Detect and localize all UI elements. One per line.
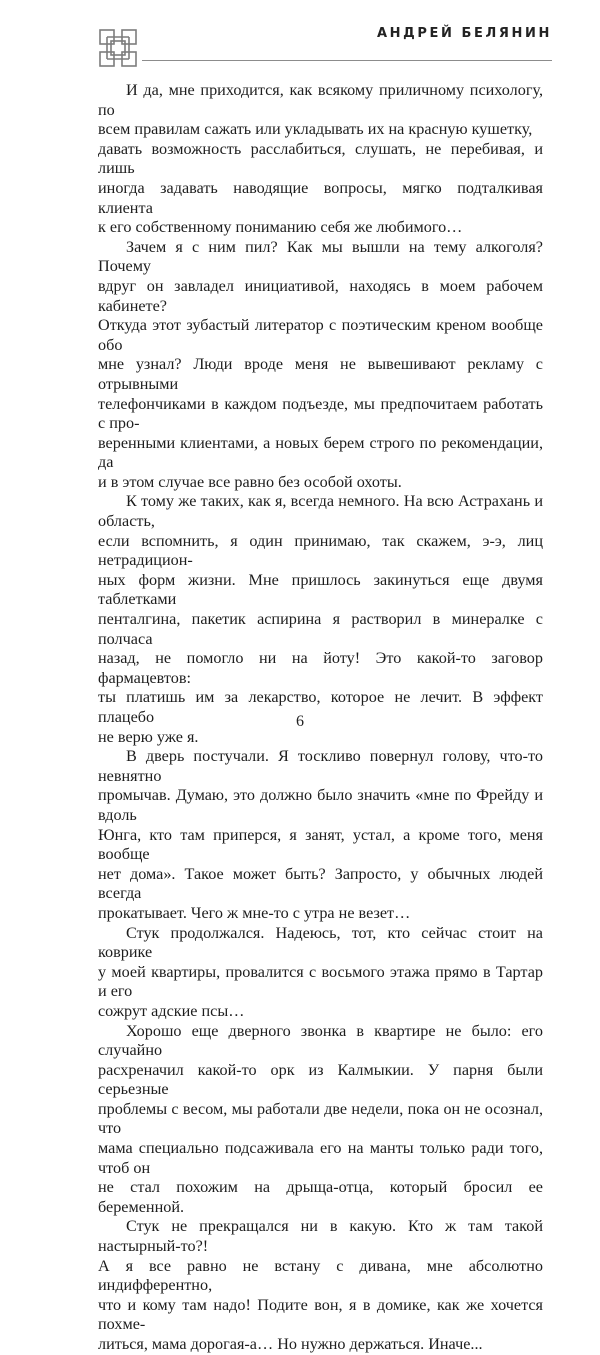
page-number: 6 (296, 713, 304, 730)
author-name: АНДРЕЙ БЕЛЯНИН (377, 26, 552, 41)
paragraph: И да, мне приходится, как всякому приличному психологу, по всем правилам сажать или укладывать их на красную кушетку, давать возможность расслабиться, слушать, не перебивая, и лишь иногда задавать наводящие вопросы, мягко подталкивая клиента к его собственному пониманию себя же любимого… (98, 81, 543, 237)
running-header (0, 20, 600, 70)
paragraph: К тому же таких, как я, всегда немного. На всю Астрахань и область, если вспомнить, я один принимаю, так скажем, э-э, лиц нетрадицион- ных форм жизни. Мне пришлось закинуться еще двумя таблетками пенталгина, пакетик аспирина я растворил в минералке с полчаса назад, не помогло ни на йоту! Это какой-то заговор фармацевтов: ты платишь им за лекарство, которое не лечит. В эффект плацебо не верю уже я. (98, 492, 543, 746)
paragraph: Зачем я с ним пил? Как мы вышли на тему алкоголя? Почему вдруг он завладел инициативой, находясь в моем рабочем кабинете? Откуда этот зубастый литератор с поэтическим креном вообще обо мне узнал? Люди вроде меня не вывешивают рекламу с отрывными телефончиками в каждом подъезде, мы предпочитаем работать с про- веренными клиентами, а новых берем строго по рекомендации, да и в этом случае все равно без особой охоты. (98, 237, 543, 491)
paragraph: Стук не прекращался ни в какую. Кто ж там такой настырный-то?! А я все равно не встану с дивана, мне абсолютно индифферентно, что и кому там надо! Подите вон, я в домике, как же хочется похме- литься, мама дорогая-а… Но нужно держаться. Иначе... (98, 1217, 543, 1353)
paragraph: В дверь постучали. Я тоскливо повернул голову, что-то невнятно промычав. Думаю, это должно было значить «мне по Фрейду и вдоль Юнга, кто там приперся, я занят, устал, а кроме того, меня вообще нет дома». Такое может быть? Запросто, у обычных людей всегда прокатывает. Чего ж мне-то с утра не везет… (98, 747, 543, 922)
paragraph: Хорошо еще дверного звонка в квартире не было: его случайно расхреначил какой-то орк из Калмыкии. У парня были серьезные проблемы с весом, мы работали две недели, пока он не осознал, что мама специально подсаживала его на манты только ради того, чтоб он не стал похожим на дрыща-отца, который бросил ее беременной. (98, 1021, 543, 1216)
header-rule (142, 60, 552, 61)
paragraph: Стук продолжался. Надеюсь, тот, кто сейчас стоит на коврике у моей квартиры, провалится с восьмого этажа прямо в Тартар и его сожрут адские псы… (98, 923, 543, 1020)
celtic-knot-ornament-icon (98, 28, 138, 68)
